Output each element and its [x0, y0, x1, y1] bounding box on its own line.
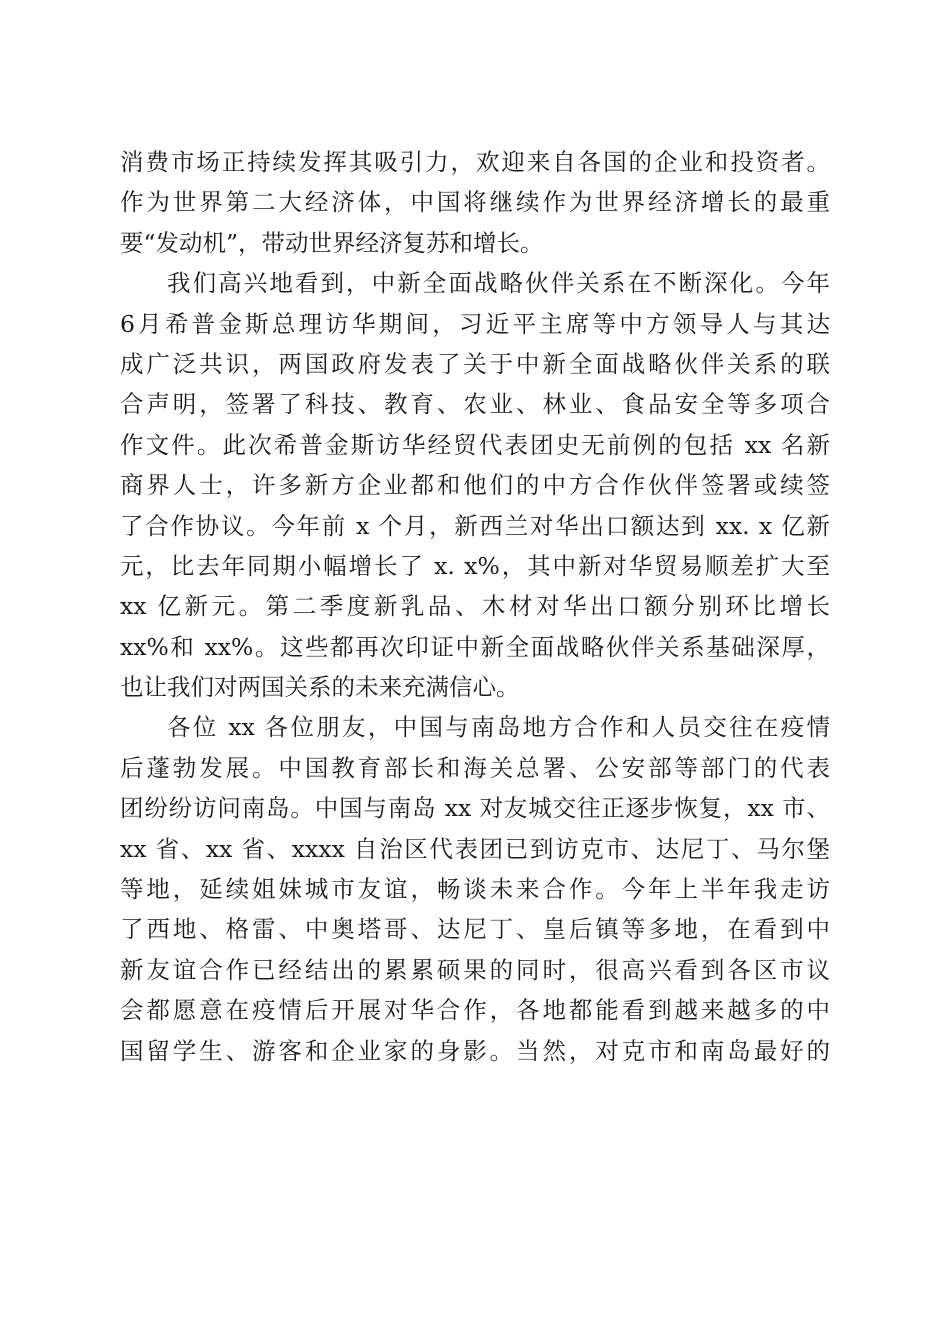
- paragraph-3-line-5: 等地，延续姐妹城市友谊，畅谈未来合作。今年上半年我走访: [120, 875, 830, 904]
- paragraph-3-line-7: 新友谊合作已经结出的累累硕果的同时，很高兴看到各区市议: [120, 955, 830, 984]
- paragraph-3-line-8: 会都愿意在疫情后开展对华合作，各地都能看到越来越多的中: [120, 996, 830, 1025]
- paragraph-2-line-11: 也让我们对两国关系的未来充满信心。: [120, 673, 520, 702]
- body-text: [120, 142, 830, 1071]
- paragraph-3-line-4: xx 省、xx 省、xxxx 自治区代表团已到访克市、达尼丁、马尔堡: [120, 834, 830, 863]
- paragraph-2-line-2: 6月希普金斯总理访华期间，习近平主席等中方领导人与其达: [120, 309, 830, 338]
- paragraph-2-line-5: 作文件。此次希普金斯访华经贸代表团史无前例的包括 xx 名新: [120, 430, 830, 459]
- paragraph-2-line-9: xx 亿新元。第二季度新乳品、木材对华出口额分别环比增长: [120, 592, 830, 621]
- paragraph-3-line-6: 了西地、格雷、中奥塔哥、达尼丁、皇后镇等多地，在看到中: [120, 915, 830, 944]
- paragraph-2-line-7: 了合作协议。今年前 x 个月，新西兰对华出口额达到 xx. x 亿新: [120, 511, 830, 540]
- paragraph-3-line-2: 后蓬勃发展。中国教育部长和海关总署、公安部等部门的代表: [120, 753, 830, 782]
- paragraph-2-line-8: 元，比去年同期小幅增长了 x. x%，其中新对华贸易顺差扩大至: [120, 551, 830, 580]
- paragraph-2-line-3: 成广泛共识，两国政府发表了关于中新全面战略伙伴关系的联: [120, 349, 830, 378]
- paragraph-3-line-9: 国留学生、游客和企业家的身影。当然，对克市和南岛最好的: [120, 1036, 830, 1065]
- paragraph-1-line-2: 作为世界第二大经济体，中国将继续作为世界经济增长的最重: [120, 188, 830, 217]
- paragraph-1-line-1: 消费市场正持续发挥其吸引力，欢迎来自各国的企业和投资者。: [120, 148, 830, 176]
- paragraph-3-line-1: 各位 xx 各位朋友，中国与南岛地方合作和人员交往在疫情: [167, 713, 830, 742]
- paragraph-2-line-4: 合声明，签署了科技、教育、农业、林业、食品安全等多项合: [120, 390, 830, 419]
- paragraph-2-line-10: xx%和 xx%。这些都再次印证中新全面战略伙伴关系基础深厚，: [120, 632, 830, 661]
- paragraph-2-line-6: 商界人士，许多新方企业都和他们的中方合作伙伴签署或续签: [120, 471, 830, 500]
- paragraph-3-line-3: 团纷纷访问南岛。中国与南岛 xx 对友城交往正逐步恢复，xx 市、: [120, 794, 830, 823]
- paragraph-2-line-1: 我们高兴地看到，中新全面战略伙伴关系在不断深化。今年: [167, 269, 830, 298]
- paragraph-1-line-3: 要“发动机”，带动世界经济复苏和增长。: [120, 228, 544, 257]
